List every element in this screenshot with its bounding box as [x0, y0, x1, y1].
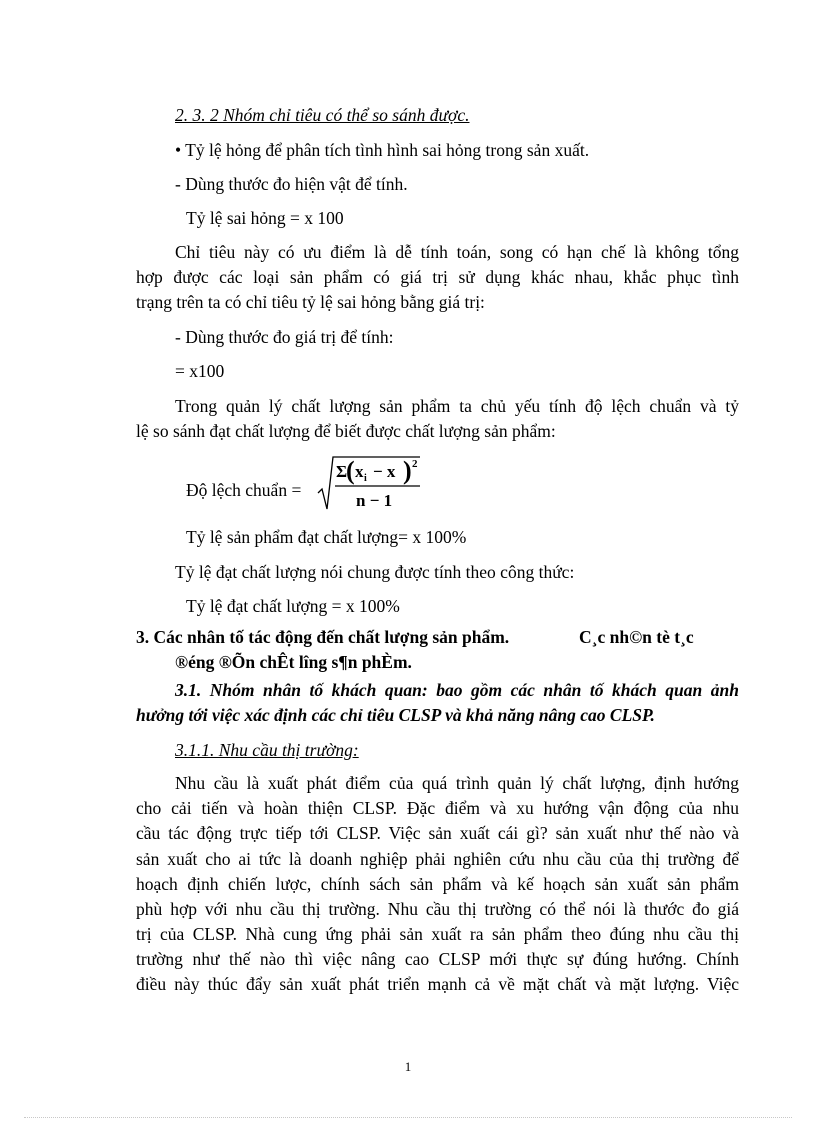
physical-measure-line: - Dùng thước đo hiện vật để tính. [175, 174, 408, 194]
quality-product-rate: Tỷ lệ sản phẩm đạt chất lượng= x 100% [186, 527, 467, 547]
page-bottom-divider [24, 1117, 792, 1118]
page-number: 1 [404, 1059, 412, 1074]
x-i-variable: x [355, 462, 364, 481]
paragraph-quality-mgmt-line-2: lệ so sánh đạt chất lượng để biết được chất lượng sản phẩm: [136, 421, 556, 441]
paragraph-market-demand-line-5: hoạch định chiến lược, chính sách sản phẩm và kế hoạch sản xuất sản phẩm [136, 874, 739, 894]
general-rate-formula: Tỷ lệ đạt chất lượng = x 100% [186, 596, 400, 616]
general-rate-intro: Tỷ lệ đạt chất lượng nói chung được tính theo công thức: [175, 562, 575, 582]
right-paren: ) [403, 456, 412, 485]
subscript-i: i [364, 473, 367, 484]
paragraph-advantage-line-2: hợp được các loại sản phẩm có giá trị sử dụng khác nhau, khắc phục tình [136, 267, 739, 287]
defect-rate-formula: Tỷ lệ sai hỏng = x 100 [186, 208, 344, 228]
bullet-defect-rate: • Tỷ lệ hỏng để phân tích tình hình sai hỏng trong sản xuất. [175, 140, 590, 160]
left-paren: ( [346, 456, 355, 485]
paragraph-market-demand-line-7: trị của CLSP. Nhà cung ứng phải sản xuất ra sản phẩm theo đúng nhu cầu thị [136, 924, 739, 944]
paragraph-market-demand-line-4: sản xuất cho ai tức là doanh nghiệp phải nghiên cứu nhu cầu của thị trường để [136, 849, 739, 869]
section-3-1-1-heading: 3.1.1. Nhu cầu thị trường: [175, 740, 359, 760]
sigma-symbol: Σ [336, 462, 348, 481]
section-3-heading-garbled-right: C¸c nh©n tè t¸c [579, 627, 694, 647]
std-dev-formula [316, 453, 424, 515]
paragraph-advantage-line-3: trạng trên ta có chỉ tiêu tỷ lệ sai hỏng bằng giá trị: [136, 292, 485, 312]
value-formula: = x100 [175, 361, 225, 381]
paragraph-market-demand-line-1: Nhu cầu là xuất phát điểm của quá trình quản lý chất lượng, định hướng [175, 773, 739, 793]
minus-x-term: − x [373, 462, 396, 481]
section-3-heading-line-1: 3. Các nhân tố tác động đến chất lượng sản phẩm. [136, 627, 510, 647]
paragraph-market-demand-line-2: cho cải tiến và hoàn thiện CLSP. Đặc điểm và xu hướng vận động của nhu [136, 798, 739, 818]
exponent-2: 2 [412, 458, 418, 470]
denominator: n − 1 [356, 491, 393, 510]
section-3-heading-line-2: ®éng ®Õn chÊt lîng s¶n phÈm. [175, 652, 412, 672]
section-3-1-heading-line-2: hưởng tới việc xác định các chỉ tiêu CLSP và khả năng nâng cao CLSP. [136, 705, 655, 725]
paragraph-market-demand-line-9: điều này thúc đẩy sản xuất phát triển mạnh cả về mặt chất và mặt lượng. Việc [136, 974, 739, 994]
std-dev-label: Độ lệch chuẩn = [186, 480, 302, 500]
paragraph-quality-mgmt-line-1: Trong quản lý chất lượng sản phẩm ta chủ yếu tính độ lệch chuẩn và tỷ [175, 396, 739, 416]
paragraph-market-demand-line-6: phù hợp với nhu cầu thị trường. Nhu cầu thị trường có thể nói là thước đo giá [136, 899, 739, 919]
value-measure-line: - Dùng thước đo giá trị để tính: [175, 327, 394, 347]
paragraph-market-demand-line-3: cầu tác động trực tiếp tới CLSP. Việc sản xuất cái gì? sản xuất như thế nào và [136, 823, 739, 843]
section-3-1-heading-line-1: 3.1. Nhóm nhân tố khách quan: bao gồm các nhân tố khách quan ảnh [175, 680, 739, 700]
paragraph-market-demand-line-8: trường như thế nào thì việc nâng cao CLSP mới thực sự đúng hướng. Chính [136, 949, 739, 969]
section-2-3-2-heading: 2. 3. 2 Nhóm chỉ tiêu có thể so sánh được. [175, 105, 470, 125]
paragraph-advantage-line-1: Chỉ tiêu này có ưu điểm là dễ tính toán, song có hạn chế là không tổng [175, 242, 739, 262]
